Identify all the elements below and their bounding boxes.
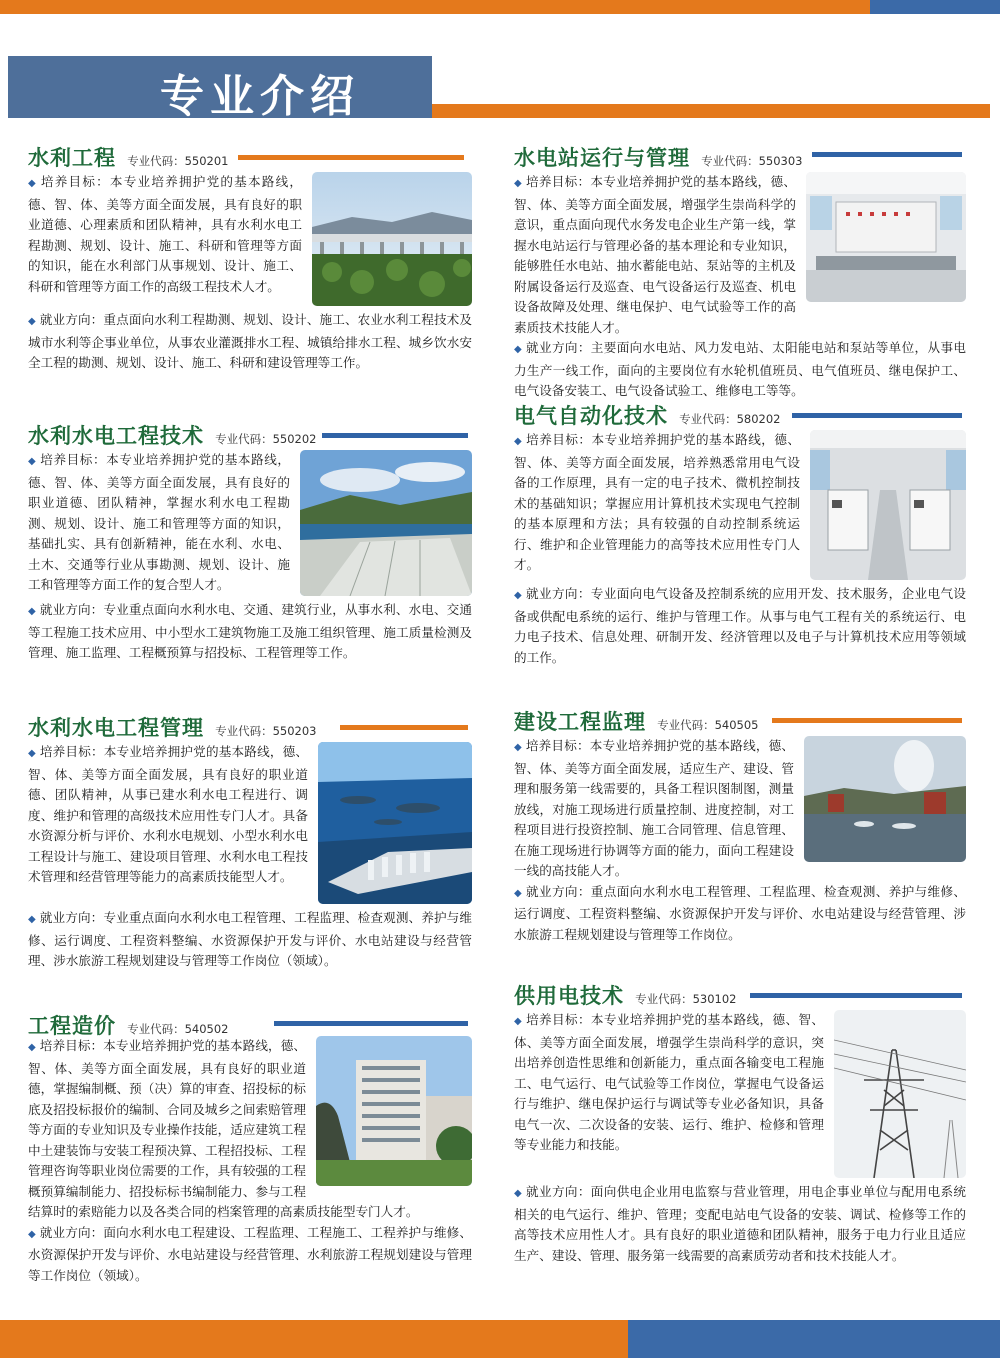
career-direction-text: 就业方向：重点面向水利水电工程管理、工程监理、检查观测、养护与维修、运行调度、工程资料整编、水资源保护开发与评价、水电站建设与经营管理、涉水旅游工程规划建设与管理等工作岗位。 [514, 883, 966, 942]
diamond-bullet-icon: ◆ [28, 914, 36, 925]
diamond-bullet-icon: ◆ [28, 316, 36, 327]
section-title: 电气自动化技术 [514, 403, 668, 428]
section-header [28, 1010, 472, 1036]
lab-photo [810, 430, 966, 580]
career-direction-text: 就业方向：专业面向电气设备及控制系统的应用开发、技术服务，企业电气设备或供配电系统的运行、维护与管理工作。从事与电气工程有关的系统运行、电力电子技术、信息处理、研制开发、经济管理以及电子与计算机技术应用等领域的工作。 [514, 586, 966, 665]
section-gongyongdian-jishu [514, 980, 966, 1266]
diamond-bullet-icon: ◆ [514, 436, 523, 447]
diamond-bullet-icon: ◆ [28, 456, 37, 467]
training-goal-text: 培养目标：本专业培养拥护党的基本路线，德、智、体、美等方面全面发展，具有良好的职业道德、团队精神，掌握水利水电工程勘测、规划、设计、施工和管理等方面的知识，基础扎实、具有创新精神，能在水利、水电、土木、交通等行业从事勘测、规划、设计、施工和管理等方面工作的复合型人才。 [28, 452, 290, 592]
bottom-blue-bar [628, 1320, 1000, 1358]
career-direction-text: 就业方向：面向供电企业用电监察与营业管理，用电企事业单位与配用电系统相关的电气运行、维护、管理；变配电站电气设备的安装、调试、检修等工作的高等技术应用性人才。具有良好的职业道德和团队精神，服务于电力行业且适应生产、建设、管理、服务第一线需要的高素质劳动者和技术技能人才。 [514, 1184, 966, 1263]
diamond-bullet-icon: ◆ [28, 606, 36, 617]
top-orange-bar [0, 0, 1000, 14]
section-divider [792, 413, 962, 418]
section-title: 水利水电工程技术 [28, 423, 204, 448]
diamond-bullet-icon: ◆ [514, 1188, 523, 1199]
aqueduct-photo [312, 172, 472, 306]
diamond-bullet-icon: ◆ [28, 1042, 36, 1053]
section-shuili-shuidian-guanli [28, 712, 472, 972]
training-goal-text: 培养目标：本专业培养拥护党的基本路线，德、智、体、美等方面全面发展，具有良好的职业道德、心理素质和团队精神，具有水利水电工程勘测、规划、设计、施工、科研和管理等方面的知识，能在水利部门从事规划、设计、施工、科研和管理等方面工作的高级工程技术人才。 [28, 174, 302, 294]
section-header [28, 712, 472, 742]
section-code: 专业代码：580202 [679, 412, 781, 426]
career-direction-text: 就业方向：主要面向水电站、风力发电站、太阳能电站和泵站等单位，从事电力生产一线工作，面向的主要岗位有水轮机值班员、电气值班员、继电保护工、电气设备安装工、电气设备试验工、维修电工等等。 [514, 340, 966, 398]
reservoir-photo [318, 742, 472, 904]
diamond-bullet-icon: ◆ [28, 178, 37, 189]
section-header [514, 706, 966, 736]
header-orange-stripe [432, 104, 990, 118]
top-blue-bar [870, 0, 1000, 14]
section-header [514, 400, 966, 430]
section-title: 水利水电工程管理 [28, 715, 204, 740]
section-divider [812, 152, 962, 157]
section-jianshe-jianli [514, 706, 966, 945]
section-title: 工程造价 [28, 1013, 116, 1038]
pylon-photo [834, 1010, 966, 1178]
section-shuili-gongcheng [28, 142, 472, 374]
section-title: 水利工程 [28, 145, 116, 170]
building-photo [316, 1036, 472, 1186]
section-code: 专业代码：530102 [635, 992, 737, 1006]
section-title: 建设工程监理 [514, 709, 646, 734]
diamond-bullet-icon: ◆ [514, 344, 523, 355]
section-divider [772, 718, 962, 723]
section-shuili-shuidian-jishu [28, 420, 472, 664]
dam-photo [300, 450, 472, 596]
page-title: 专业介绍 [160, 71, 360, 122]
section-code: 专业代码：540505 [657, 718, 759, 732]
training-goal-text: 培养目标：本专业培养拥护党的基本路线，德、智、体、美等方面全面发展，增强学生崇尚科学的意识，突出培养创造性思维和创新能力，重点面各输变电工程施工、电气运行、电气试验等工作岗位，掌握电气设备运行与维护、继电保护运行与调试等专业必备知识，具备电气一次、二次设备的安装、运行、维护、检修和管理等专业能力和技能。 [514, 1012, 824, 1152]
bottom-orange-bar [0, 1320, 628, 1358]
training-goal-text: 培养目标：本专业培养拥护党的基本路线，德、智、体、美等方面全面发展，增强学生崇尚科学的意识，重点面向现代水务发电企业生产第一线，掌握水电站运行与管理必备的基本理论和专业知识，能够胜任水电站、抽水蓄能电站、泵站等的主机及附属设备运行及巡查、电气设备运行及巡查、机电设备故障及处理、继电保护、电气试验等工作的高素质技术技能人才。 [514, 174, 796, 335]
career-direction-text: 就业方向：重点面向水利工程勘测、规划、设计、施工、农业水利工程技术及城市水利等企事业单位，从事农业灌溉排水工程、城镇给排水工程、城乡饮水安全工程的勘测、规划、设计、施工、科研和建设管理等工作。 [28, 312, 472, 370]
section-divider [750, 993, 962, 998]
section-header [28, 420, 472, 450]
diamond-bullet-icon: ◆ [514, 742, 522, 753]
section-divider [340, 725, 468, 730]
diamond-bullet-icon: ◆ [28, 748, 36, 759]
career-direction-text: 就业方向：专业重点面向水利水电、交通、建筑行业，从事水利、水电、交通等工程施工技术应用、中小型水工建筑物施工及施工组织管理、施工质量检测及管理、施工监理、工程概预算与招投标、工程管理等工作。 [28, 602, 472, 660]
section-code: 专业代码：550303 [701, 154, 803, 168]
section-code: 专业代码：550201 [127, 154, 229, 168]
career-direction-text: 就业方向：面向水利水电工程建设、工程监理、工程施工、工程养护与维修、水资源保护开发与评价、水电站建设与经营管理、水利旅游工程规划建设与管理等工作岗位（领域）。 [28, 1224, 472, 1283]
section-dianqi-zidonghua [514, 400, 966, 668]
training-goal-text: 培养目标：本专业培养拥护党的基本路线，德、智、体、美等方面全面发展，适应生产、建设、管理和服务第一线需要的，具备工程识图制图，测量放线，对施工现场进行质量控制、进度控制，对工程项目进行投资控制、施工合同管理、信息管理、在施工现场进行协调等方面的能力，面向工程建设一线的高技能人才。 [514, 738, 794, 878]
control-room-photo [806, 172, 966, 302]
section-divider [238, 155, 464, 160]
section-title: 水电站运行与管理 [514, 145, 690, 170]
career-direction-text: 就业方向：专业重点面向水利水电工程管理、工程监理、检查观测、养护与维修、运行调度、工程资料整编、水资源保护开发与评价、水电站建设与经营管理、涉水旅游工程规划建设与管理等工作岗位（领域）。 [28, 910, 472, 968]
section-gongcheng-zaojia [28, 1010, 472, 1286]
diamond-bullet-icon: ◆ [514, 887, 523, 899]
fountain-photo [804, 736, 966, 862]
diamond-bullet-icon: ◆ [28, 1228, 36, 1240]
section-code: 专业代码：550203 [215, 724, 317, 738]
diamond-bullet-icon: ◆ [514, 590, 523, 601]
section-title: 供用电技术 [514, 983, 624, 1008]
diamond-bullet-icon: ◆ [514, 1016, 523, 1027]
section-header [514, 980, 966, 1010]
section-header [28, 142, 472, 172]
section-divider [274, 1021, 468, 1026]
diamond-bullet-icon: ◆ [514, 178, 522, 189]
training-goal-text: 培养目标：本专业培养拥护党的基本路线，德、智、体、美等方面全面发展，具有良好的职业道德，掌握编制概、预（决）算的审查、招投标的标底及招投标报价的编制、合同及城乡之间索赔管理等方面的专业知识及专业操作技能，适应建筑工程中土建装饰与安装工程预决算、工程招投标、工程管理咨询等职业岗位需要的工作，具有较强的工程概预算编制能力、招投标标书编制能力、参与工程结算时的索赔能力以及各类合同的档案管理的高素质技能型专门人才。 [28, 1038, 419, 1219]
section-divider [322, 433, 468, 438]
section-header [514, 142, 966, 172]
training-goal-text: 培养目标：本专业培养拥护党的基本路线，德、智、体、美等方面全面发展，具有良好的职业道德、团队精神，从事已建水利水电工程进行、调度、维护和管理的高级技术应用性专门人才。具备水资源分析与评价、水利水电规划、小型水利水电工程设计与施工、建设项目管理、水利水电工程技术管理和经营管理等能力的高素质技能型人才。 [28, 744, 308, 884]
section-shuidianzhan-yunxing [514, 142, 966, 402]
section-code: 专业代码：540502 [127, 1022, 229, 1036]
training-goal-text: 培养目标：本专业培养拥护党的基本路线，德、智、体、美等方面全面发展，培养熟悉常用电气设备的工作原理，具有一定的电子技术、微机控制技术的基础知识；掌握应用计算机技术实现电气控制的基本原理和方法；具有较强的自动控制系统运行、维护和企业管理能力的高等技术应用性专门人才。 [514, 432, 801, 572]
section-code: 专业代码：550202 [215, 432, 317, 446]
